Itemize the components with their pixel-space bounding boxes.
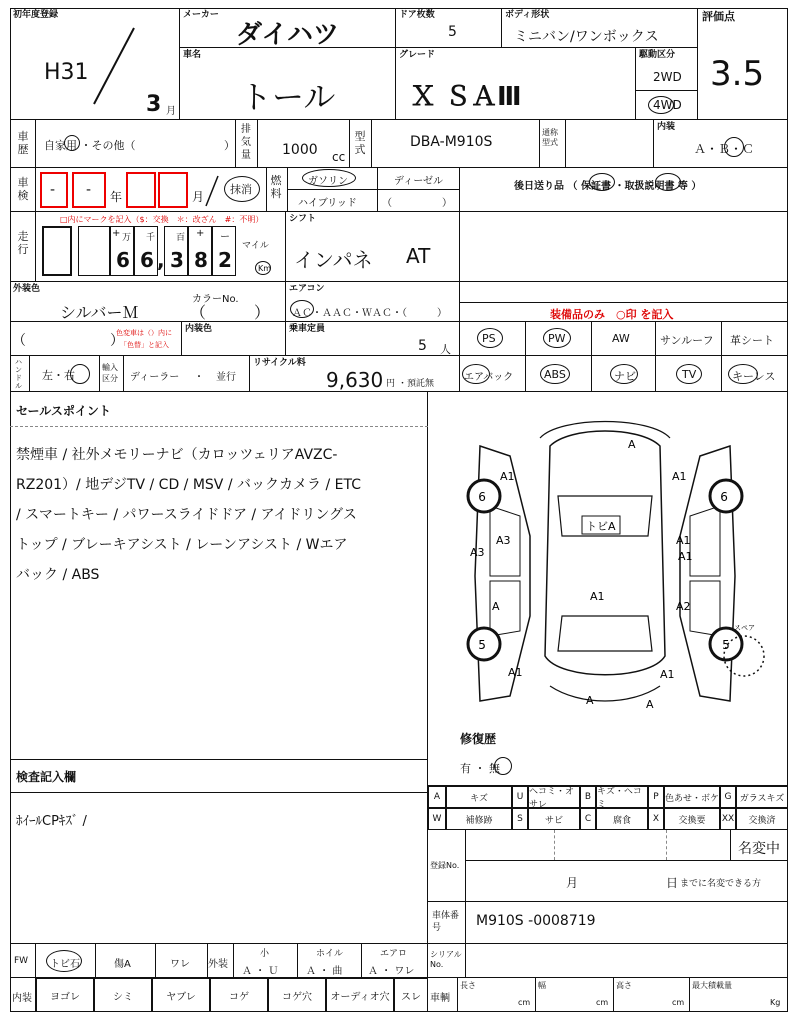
- grade-label: グレード: [399, 50, 436, 60]
- inspection-label: 車検: [17, 176, 29, 202]
- size-load-label: 最大積載量: [692, 981, 732, 990]
- mileage-unit-plus-2: +: [196, 228, 205, 239]
- equip-title: 装備品のみ ○印 を記入: [550, 308, 674, 321]
- interior-cond-item: コゲ: [210, 978, 268, 1012]
- doors-label: ドア枚数: [399, 10, 435, 20]
- fuel-other-cell: [378, 190, 460, 212]
- exterior-aero-label: エアロ: [380, 949, 408, 959]
- exterior-label: 外装: [208, 959, 228, 970]
- mark-label: A: [586, 694, 594, 707]
- size-width-label: 幅: [538, 981, 546, 990]
- sales-points-line-4: トップ / ブレーキアシスト / レーンアシスト / Wエア: [16, 537, 348, 553]
- handle-value: 左・右: [42, 369, 75, 382]
- insp-dash-1: -: [50, 182, 56, 198]
- mileage-unit-man: 万: [122, 233, 132, 243]
- handle-label: ハンドル: [15, 358, 22, 390]
- mark-label: A1: [672, 470, 687, 483]
- interior-grade-circle: [724, 137, 744, 157]
- registration-sep-2: [666, 830, 667, 860]
- first-reg-month: 3: [146, 92, 162, 117]
- legend-code: W: [428, 808, 446, 830]
- equip-pw-label: PW: [548, 332, 566, 345]
- exterior-aero-vals: Ａ ・ ワレ: [368, 966, 415, 977]
- registration-month-unit: 月: [566, 876, 579, 890]
- mark-label: A1: [508, 666, 523, 679]
- size-length-unit: cm: [518, 998, 531, 1007]
- fw-item-chip: トビ石: [50, 959, 80, 970]
- registration-sep-3: [730, 830, 731, 860]
- recycle-unit: 円: [386, 379, 396, 389]
- fw-label: FW: [14, 956, 29, 966]
- doors-cell: [396, 8, 502, 48]
- drive-2wd: 2WD: [653, 70, 682, 84]
- mileage-digit-3: 3: [170, 248, 184, 272]
- legend-code: XX: [720, 808, 736, 830]
- exterior-wheel-cell: [298, 944, 362, 978]
- docs-line: 後日送り品 （ 保証書 ・取扱説明書 等 ）: [514, 181, 702, 192]
- equip-abs-label: ABS: [544, 368, 566, 381]
- car-rear-bumper: [550, 686, 660, 701]
- mileage-digit-4: 8: [194, 248, 208, 272]
- fw-chip-circle: [46, 950, 82, 972]
- mileage-digit-5: 2: [218, 248, 232, 272]
- equip-aw: [592, 322, 656, 356]
- equip-tv-label: TV: [682, 368, 697, 381]
- serial-label-cell: [428, 944, 466, 978]
- equip-tv: [656, 356, 722, 392]
- car-front-bumper: [540, 422, 670, 439]
- recycle-value: 9,630: [326, 368, 384, 392]
- import-label: 輸入区分: [102, 363, 118, 383]
- maker-value: ダイハツ: [236, 20, 339, 50]
- equip-tv-circle: [676, 364, 702, 384]
- sales-points-line-5: バック / ABS: [16, 567, 100, 583]
- mileage-mark-box: [42, 226, 72, 276]
- equip-aw-label: AW: [612, 332, 630, 345]
- color-change-note2: 「色替」と記入: [120, 341, 169, 349]
- fw-item-crack: ワレ: [170, 959, 190, 970]
- legend-desc: キズ: [446, 786, 512, 808]
- legend-desc: キズ・ヘコミ: [596, 786, 648, 808]
- legend-code: C: [580, 808, 596, 830]
- grade-cell: [396, 48, 636, 120]
- size-height-label: 高さ: [616, 981, 632, 990]
- size-height-unit: cm: [672, 998, 685, 1007]
- registration-deadline: までに名変できる方: [680, 879, 762, 889]
- exterior-color-label: 外装色: [13, 284, 41, 294]
- sales-points-line-1: 禁煙車 / 社外メモリーナビ（カロッツェリアAVZC-: [16, 447, 338, 463]
- equip-title-cell: [460, 302, 788, 322]
- serial-label: シリアルNo.: [430, 950, 462, 969]
- color-no-label: カラーNo.: [192, 294, 239, 305]
- fuel-gasoline-cell: [288, 168, 378, 190]
- mark-label: A: [646, 698, 654, 711]
- exterior-small-vals: Ａ ・ Ｕ: [242, 966, 279, 977]
- interior-grade-cell: [654, 120, 788, 168]
- tire-label: 6: [720, 490, 728, 504]
- mileage-box-10man: [78, 226, 110, 276]
- mark-label: A1: [500, 470, 515, 483]
- color-change-note1: 色変車は（）内に: [116, 329, 172, 337]
- mileage-km-circle: [255, 261, 271, 275]
- color-change-cell: [10, 322, 182, 356]
- equip-airbag-label: エアバック: [464, 372, 514, 383]
- interior-cond-item: オーディオ穴: [326, 978, 394, 1012]
- fuel-other: （ ）: [382, 198, 452, 209]
- car-diagram: [450, 416, 770, 716]
- equip-leather: [722, 322, 788, 356]
- registration-box: [428, 830, 788, 902]
- equip-airbag: [460, 356, 526, 392]
- shift-position: インパネ: [294, 248, 373, 272]
- equip-navi: [592, 356, 656, 392]
- usage-close: ）: [224, 139, 235, 152]
- car-right-front-window: [690, 506, 720, 576]
- first-reg-month-unit: 月: [166, 106, 176, 117]
- equip-pw: [526, 322, 592, 356]
- spare-label: スペア: [734, 624, 755, 632]
- interior-color-cell: [182, 322, 286, 356]
- equip-sunroof: [656, 322, 722, 356]
- equip-abs: [526, 356, 592, 392]
- fuel-label: 燃料: [270, 174, 282, 200]
- legend-desc: ガラスキズ: [736, 786, 788, 808]
- name-value: トール: [240, 78, 336, 116]
- chassis-label-cell: [428, 902, 466, 944]
- legend-code: X: [648, 808, 664, 830]
- import-dealer: ディーラー: [130, 372, 180, 383]
- mileage-digit-2: 6: [140, 248, 154, 272]
- color-no-value: （ ）: [190, 303, 271, 322]
- capacity-cell: [286, 322, 460, 356]
- interior-cond-item: ヤブレ: [152, 978, 210, 1012]
- body-value: ミニバン/ワンボックス: [514, 29, 659, 45]
- mileage-km-label: Km: [258, 264, 272, 273]
- drive-divider: [636, 90, 697, 91]
- recycle-cell: [250, 356, 460, 392]
- size-load-cell: [690, 978, 788, 1012]
- insp-month-box-2: [158, 172, 188, 208]
- docs-manual-circle: [655, 173, 681, 191]
- grade-value: Ｘ ＳＡⅢ: [410, 82, 522, 112]
- ac-label: エアコン: [289, 284, 325, 294]
- fuel-label-cell: [266, 168, 288, 212]
- mark-label: A2: [676, 600, 691, 613]
- ac-options: ＡＣ・ＡＡＣ・ＷＡＣ・（ ）: [292, 308, 447, 319]
- import-cell: [124, 356, 250, 392]
- chassis-label: 車体番号: [432, 911, 460, 933]
- fw-label-cell: [10, 944, 36, 978]
- legend-desc: 腐食: [596, 808, 648, 830]
- mileage-unit-plus-1: +: [112, 228, 121, 239]
- size-height-cell: [614, 978, 690, 1012]
- fw-item-1: [36, 944, 96, 978]
- fuel-gasoline-circle: [302, 169, 356, 187]
- insp-dash-2: -: [86, 182, 92, 198]
- car-right-rear-window: [690, 581, 720, 636]
- mark-label: A1: [590, 590, 605, 603]
- equip-keyless-label: キーレス: [732, 370, 776, 383]
- insp-slash: [202, 174, 222, 208]
- doors-value: 5: [448, 24, 457, 40]
- size-load-unit: Kg: [770, 998, 781, 1007]
- displacement-unit: cc: [332, 150, 346, 164]
- equip-sunroof-label: サンルーフ: [660, 334, 714, 347]
- color-change-paren: （ ）: [12, 333, 124, 349]
- inspection-notes-box: [10, 760, 428, 944]
- legend-code: P: [648, 786, 664, 808]
- mileage-note: □内にマークを記入（$：交換 ＊：改ざん #：不明）: [60, 215, 264, 224]
- fuel-hybrid: ハイブリッド: [298, 198, 357, 209]
- insp-month-box-1: [126, 172, 156, 208]
- shift-type: AT: [406, 244, 431, 268]
- exterior-label-cell: [208, 944, 234, 978]
- drive-4wd: 4WD: [653, 98, 682, 112]
- ac-cell: [286, 282, 460, 322]
- registration-label-cell: [428, 830, 466, 902]
- recycle-note: ・預託無: [398, 379, 435, 389]
- grade-score-value: 3.5: [710, 54, 765, 94]
- capacity-unit: 人: [440, 343, 451, 356]
- mark-label: A1: [678, 550, 693, 563]
- equip-keyless: [722, 356, 788, 392]
- import-sep: ・: [194, 372, 204, 383]
- handle-cell: [30, 356, 100, 392]
- inspection-notes-text: ﾎｲｰﾙCPｷｽﾞ /: [16, 814, 87, 829]
- equip-ps-circle: [477, 328, 503, 348]
- registration-day-unit: 日: [666, 876, 679, 890]
- fw-item-scratch: 傷A: [114, 959, 131, 970]
- interior-cond-label-cell: [10, 978, 36, 1012]
- mark-label: A3: [496, 534, 511, 547]
- mileage-unit-hyaku: 百: [176, 233, 186, 243]
- drive-label: 駆動区分: [639, 50, 676, 60]
- model-cell: [372, 120, 540, 168]
- sales-points-title: セールスポイント: [16, 404, 111, 418]
- displacement-cell: [258, 120, 350, 168]
- size-length-cell: [458, 978, 536, 1012]
- mileage-label: 走行: [17, 230, 29, 256]
- insp-expired-circle: [224, 176, 260, 202]
- displacement-label: 排気量: [241, 124, 251, 161]
- shift-cell: [286, 212, 460, 282]
- fuel-diesel: ディーゼル: [394, 176, 443, 187]
- mileage-mile-label: マイル: [242, 241, 269, 251]
- first-reg-label: 初年度登録: [13, 10, 59, 20]
- inspection-notes-title: 検査記入欄: [16, 770, 77, 784]
- legend-desc: サビ: [528, 808, 580, 830]
- first-reg-era: H31: [44, 60, 89, 85]
- capacity-value: 5: [418, 338, 427, 354]
- exterior-color-value: シルバーＭ: [60, 303, 139, 322]
- inspection-label-cell: [10, 168, 36, 212]
- handle-label-cell: [10, 356, 30, 392]
- legend-desc: 色あせ・ボケ: [664, 786, 720, 808]
- recycle-label: リサイクル料: [253, 358, 306, 368]
- interior-cond-label: 内装: [12, 993, 32, 1004]
- mark-label: A1: [660, 668, 675, 681]
- first-reg-cell: [10, 8, 180, 120]
- fuel-diesel-cell: [378, 168, 460, 190]
- interior-color-label: 内装色: [185, 324, 213, 334]
- equip-leather-label: 革シート: [730, 334, 774, 347]
- mileage-label-cell: [10, 212, 36, 282]
- mileage-cell: [36, 212, 286, 282]
- equip-navi-circle: [610, 364, 638, 384]
- sales-points-divider: [10, 426, 428, 427]
- equip-abs-circle: [540, 364, 570, 384]
- sales-points-line-2: RZ201）/ 地デジTV / CD / MSV / バックカメラ / ETC: [16, 477, 361, 493]
- registration-sep-1: [554, 830, 555, 860]
- first-reg-slash: [90, 26, 140, 106]
- legend-code: B: [580, 786, 596, 808]
- name-label: 車名: [183, 50, 202, 60]
- tire-label: 5: [478, 638, 486, 652]
- mark-label: トビA: [586, 520, 616, 533]
- mark-labels: [470, 438, 696, 711]
- model-label: 型式: [354, 130, 366, 156]
- exterior-small-label: 小: [260, 949, 270, 959]
- history-label: 車歴: [17, 130, 29, 156]
- interior-cond-item: スレ: [394, 978, 428, 1012]
- model-label-cell: [350, 120, 372, 168]
- drive-cell: [636, 48, 698, 120]
- insp-month-unit: 月: [192, 190, 205, 204]
- auction-sheet: [10, 8, 788, 1012]
- displacement-value: 1000: [282, 142, 318, 158]
- drive-4wd-circle: [648, 96, 674, 114]
- usage-value: 自家用 ・その他（: [44, 139, 136, 152]
- size-length-label: 長さ: [460, 981, 476, 990]
- fuel-hybrid-cell: [288, 190, 378, 212]
- capacity-label: 乗車定員: [289, 324, 326, 334]
- legend-code: A: [428, 786, 446, 808]
- exterior-small-cell: [234, 944, 298, 978]
- mileage-comma: ,: [157, 248, 165, 272]
- mileage-unit-sen: 千: [146, 233, 156, 243]
- fuel-gasoline: ガソリン: [308, 176, 348, 187]
- size-width-unit: cm: [596, 998, 609, 1007]
- equip-navi-label: ナビ: [614, 370, 636, 383]
- legend-desc: 補修跡: [446, 808, 512, 830]
- legend-code: S: [512, 808, 528, 830]
- interior-cond-item: シミ: [94, 978, 152, 1012]
- inspection-notes-divider: [10, 792, 428, 793]
- equip-keyless-circle: [728, 364, 758, 384]
- maker-label: メーカー: [183, 10, 219, 20]
- legend-desc: 交換要: [664, 808, 720, 830]
- tire-label: 5: [722, 638, 730, 652]
- size-width-cell: [536, 978, 614, 1012]
- fw-item-3: [156, 944, 208, 978]
- usage-private-circle: [64, 135, 80, 151]
- grade-score-label: 評価点: [702, 10, 735, 23]
- common-model-cell: [566, 120, 654, 168]
- maker-cell: [180, 8, 396, 48]
- displacement-label-cell: [236, 120, 258, 168]
- exterior-color-cell: [10, 282, 286, 322]
- mark-label: A: [492, 600, 500, 613]
- docs-warranty-circle: [589, 173, 615, 191]
- interior-cond-item: コゲ穴: [268, 978, 326, 1012]
- size-label: 車輌: [430, 993, 450, 1004]
- insp-expired: 抹消: [230, 183, 252, 196]
- equip-ps-label: PS: [482, 332, 496, 345]
- equip-airbag-circle: [462, 364, 490, 384]
- mark-label: A3: [470, 546, 485, 559]
- exterior-aero-cell: [362, 944, 428, 978]
- name-cell: [180, 48, 396, 120]
- import-parallel: 並行: [216, 372, 236, 383]
- legend-code: G: [720, 786, 736, 808]
- insp-year-unit: 年: [110, 190, 123, 204]
- mark-label: A1: [676, 534, 691, 547]
- registration-name-change: 名変中: [738, 841, 780, 857]
- grade-score-cell: [698, 8, 788, 120]
- legend-code: U: [512, 786, 528, 808]
- registration-divider: [466, 860, 788, 861]
- chassis-value: M910S -0008719: [476, 913, 596, 929]
- legend-desc: ヘコミ・オサレ: [528, 786, 580, 808]
- registration-label: 登録No.: [430, 861, 460, 870]
- body-label: ボディ形状: [505, 10, 550, 20]
- interior-cond-item: ヨゴレ: [36, 978, 94, 1012]
- shift-label: シフト: [289, 214, 317, 224]
- interior-grade-label: 内装: [657, 122, 676, 132]
- ac-circle: [290, 300, 314, 318]
- fw-item-2: [96, 944, 156, 978]
- repair-none-circle: [494, 757, 512, 775]
- common-model-label: 通称型式: [542, 128, 558, 147]
- repair-label: 修復歴: [460, 732, 497, 746]
- car-top-outline: [545, 431, 665, 675]
- sales-points-line-3: / スマートキー / パワースライドドア / アイドリングス: [16, 507, 357, 523]
- common-model-label-cell: [540, 120, 566, 168]
- tire-label: 6: [478, 490, 486, 504]
- body-cell: [502, 8, 698, 48]
- interior-grade-options: Ａ・Ｂ・Ｃ: [694, 142, 755, 156]
- size-label-cell: [428, 978, 458, 1012]
- exterior-wheel-label: ホイル: [316, 949, 344, 959]
- legend-desc: 交換済: [736, 808, 788, 830]
- mileage-digit-1: 6: [116, 248, 130, 272]
- import-label-cell: [100, 356, 124, 392]
- exterior-wheel-vals: Ａ ・ 曲: [306, 966, 343, 977]
- usage-cell: [36, 120, 236, 168]
- model-value: DBA-M910S: [410, 134, 493, 150]
- mark-label: A: [628, 438, 636, 451]
- equip-pw-circle: [543, 328, 571, 348]
- mileage-unit-minus: ー: [220, 232, 230, 243]
- equip-ps: [460, 322, 526, 356]
- car-rear-window: [558, 616, 652, 651]
- history-label-cell: [10, 120, 36, 168]
- handle-right-circle: [70, 364, 90, 384]
- repair-value: 有 ・ 無: [460, 762, 500, 775]
